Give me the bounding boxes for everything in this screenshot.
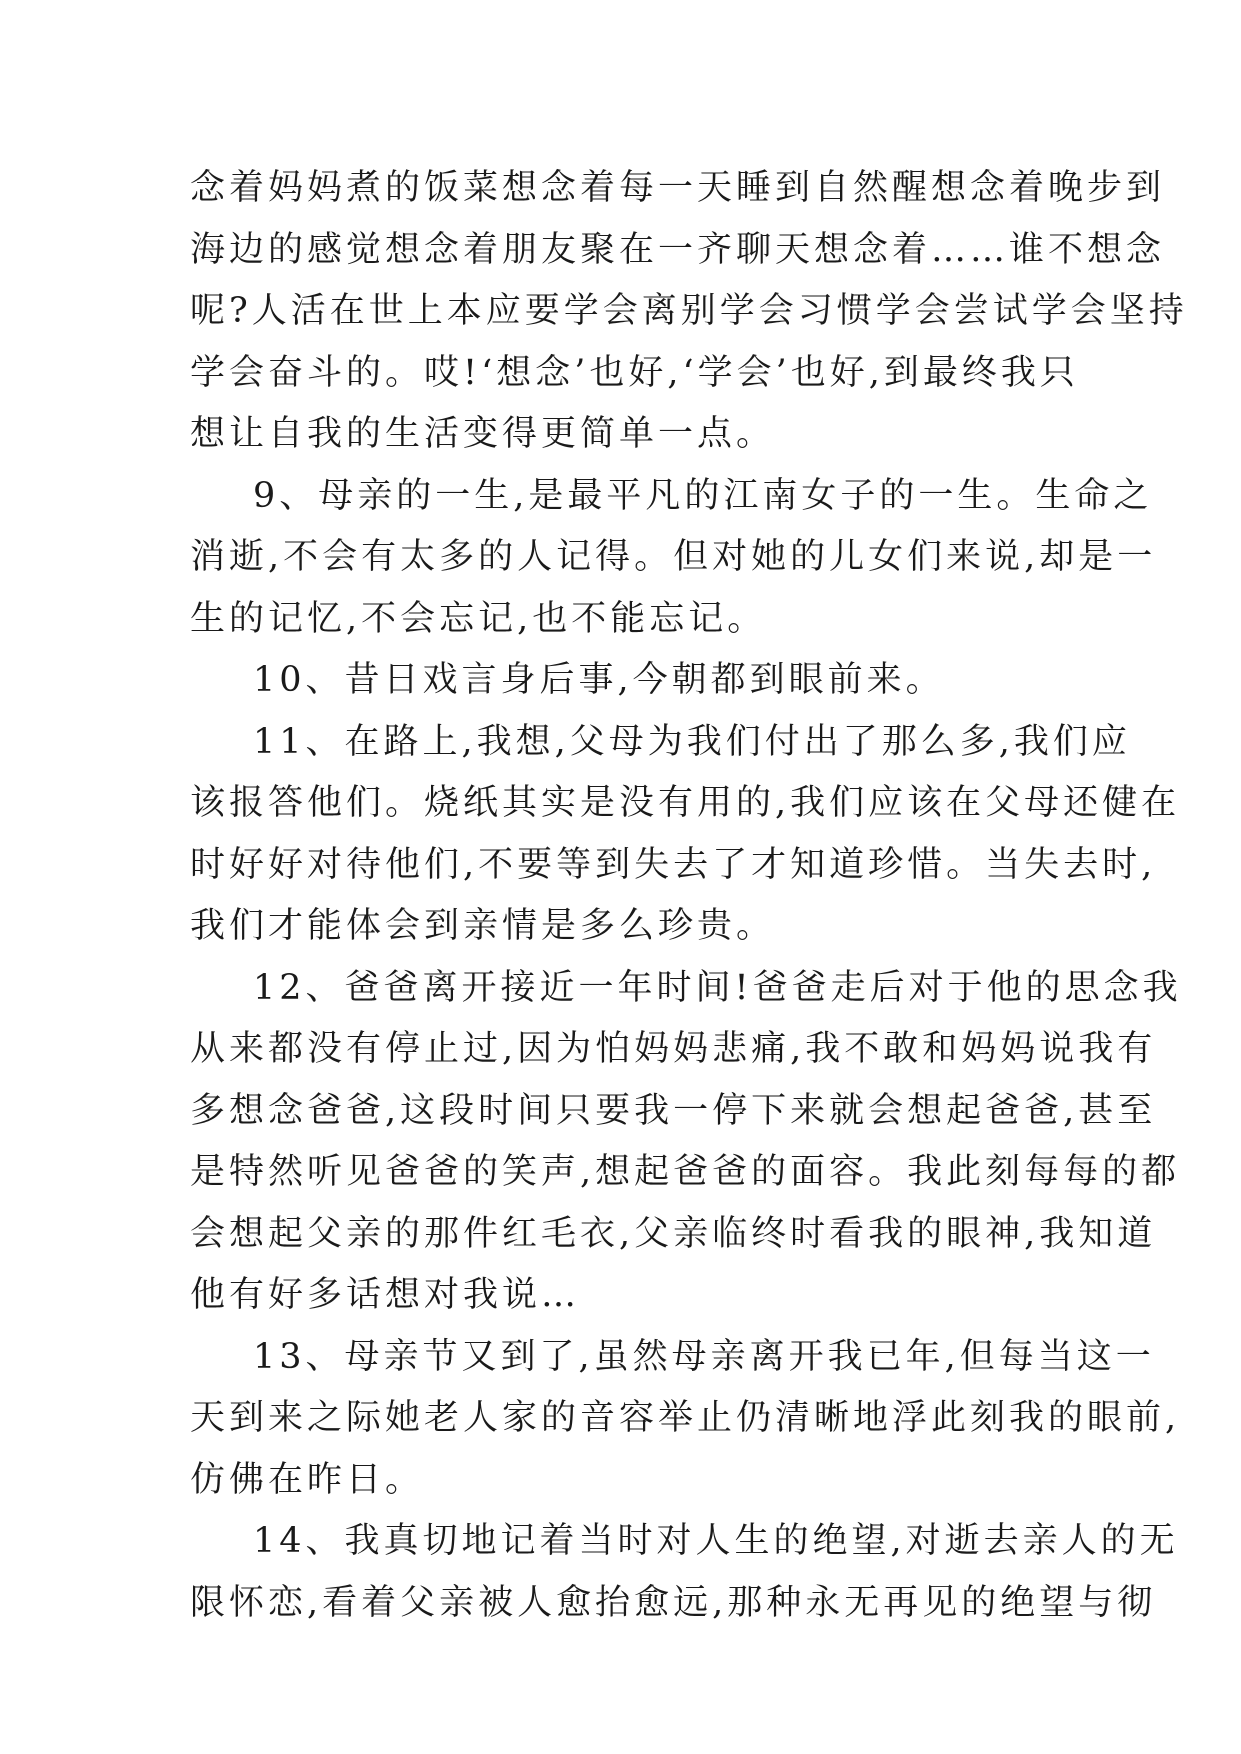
text-line: 会想起父亲的那件红毛衣,父亲临终时看我的眼神,我知道 bbox=[190, 1213, 1157, 1254]
paragraph-start-9: 9、母亲的一生,是最平凡的江南女子的一生。生命之 bbox=[253, 475, 1153, 516]
text-line: 限怀恋,看着父亲被人愈抬愈远,那种永无再见的绝望与彻 bbox=[190, 1582, 1157, 1623]
text-line: 生的记忆,不会忘记,也不能忘记。 bbox=[190, 598, 767, 639]
text-line: 学会奋斗的。哎!‘想念’也好,‘学会’也好,到最终我只 bbox=[190, 352, 1079, 393]
text-line: 他有好多话想对我说… bbox=[190, 1275, 581, 1315]
text-line: 时好好对待他们,不要等到失去了才知道珍惜。当失去时, bbox=[190, 844, 1157, 885]
paragraph-start-14: 14、我真切地记着当时对人生的绝望,对逝去亲人的无 bbox=[253, 1521, 1179, 1561]
paragraph-start-10: 10、昔日戏言身后事,今朝都到眼前来。 bbox=[253, 660, 945, 700]
text-line: 想让自我的生活变得更简单一点。 bbox=[190, 414, 776, 454]
paragraph-start-12: 12、爸爸离开接近一年时间!爸爸走后对于他的思念我 bbox=[253, 967, 1182, 1008]
text-line: 我们才能体会到亲情是多么珍贵。 bbox=[190, 906, 776, 946]
paragraph-start-11: 11、在路上,我想,父母为我们付出了那么多,我们应 bbox=[253, 721, 1131, 762]
text-line: 仿佛在昨日。 bbox=[190, 1459, 425, 1500]
text-line: 消逝,不会有太多的人记得。但对她的儿女们来说,却是一 bbox=[190, 537, 1157, 577]
text-line: 呢?人活在世上本应要学会离别学会习惯学会尝试学会坚持 bbox=[190, 291, 1188, 331]
body-text bbox=[190, 158, 1188, 1634]
text-line: 该报答他们。烧纸其实是没有用的,我们应该在父母还健在 bbox=[190, 783, 1181, 823]
text-line: 是特然听见爸爸的笑声,想起爸爸的面容。我此刻每每的都 bbox=[190, 1152, 1181, 1192]
paragraph-start-13: 13、母亲节又到了,虽然母亲离开我已年,但每当这一 bbox=[253, 1336, 1155, 1377]
text-line: 海边的感觉想念着朋友聚在一齐聊天想念着……谁不想念 bbox=[190, 229, 1166, 270]
text-line: 多想念爸爸,这段时间只要我一停下来就会想起爸爸,甚至 bbox=[190, 1090, 1157, 1131]
text-line: 天到来之际她老人家的音容举止仍清晰地浮此刻我的眼前, bbox=[190, 1398, 1181, 1438]
text-line: 念着妈妈煮的饭菜想念着每一天睡到自然醒想念着晚步到 bbox=[190, 168, 1166, 208]
text-line: 从来都没有停止过,因为怕妈妈悲痛,我不敢和妈妈说我有 bbox=[190, 1029, 1157, 1069]
